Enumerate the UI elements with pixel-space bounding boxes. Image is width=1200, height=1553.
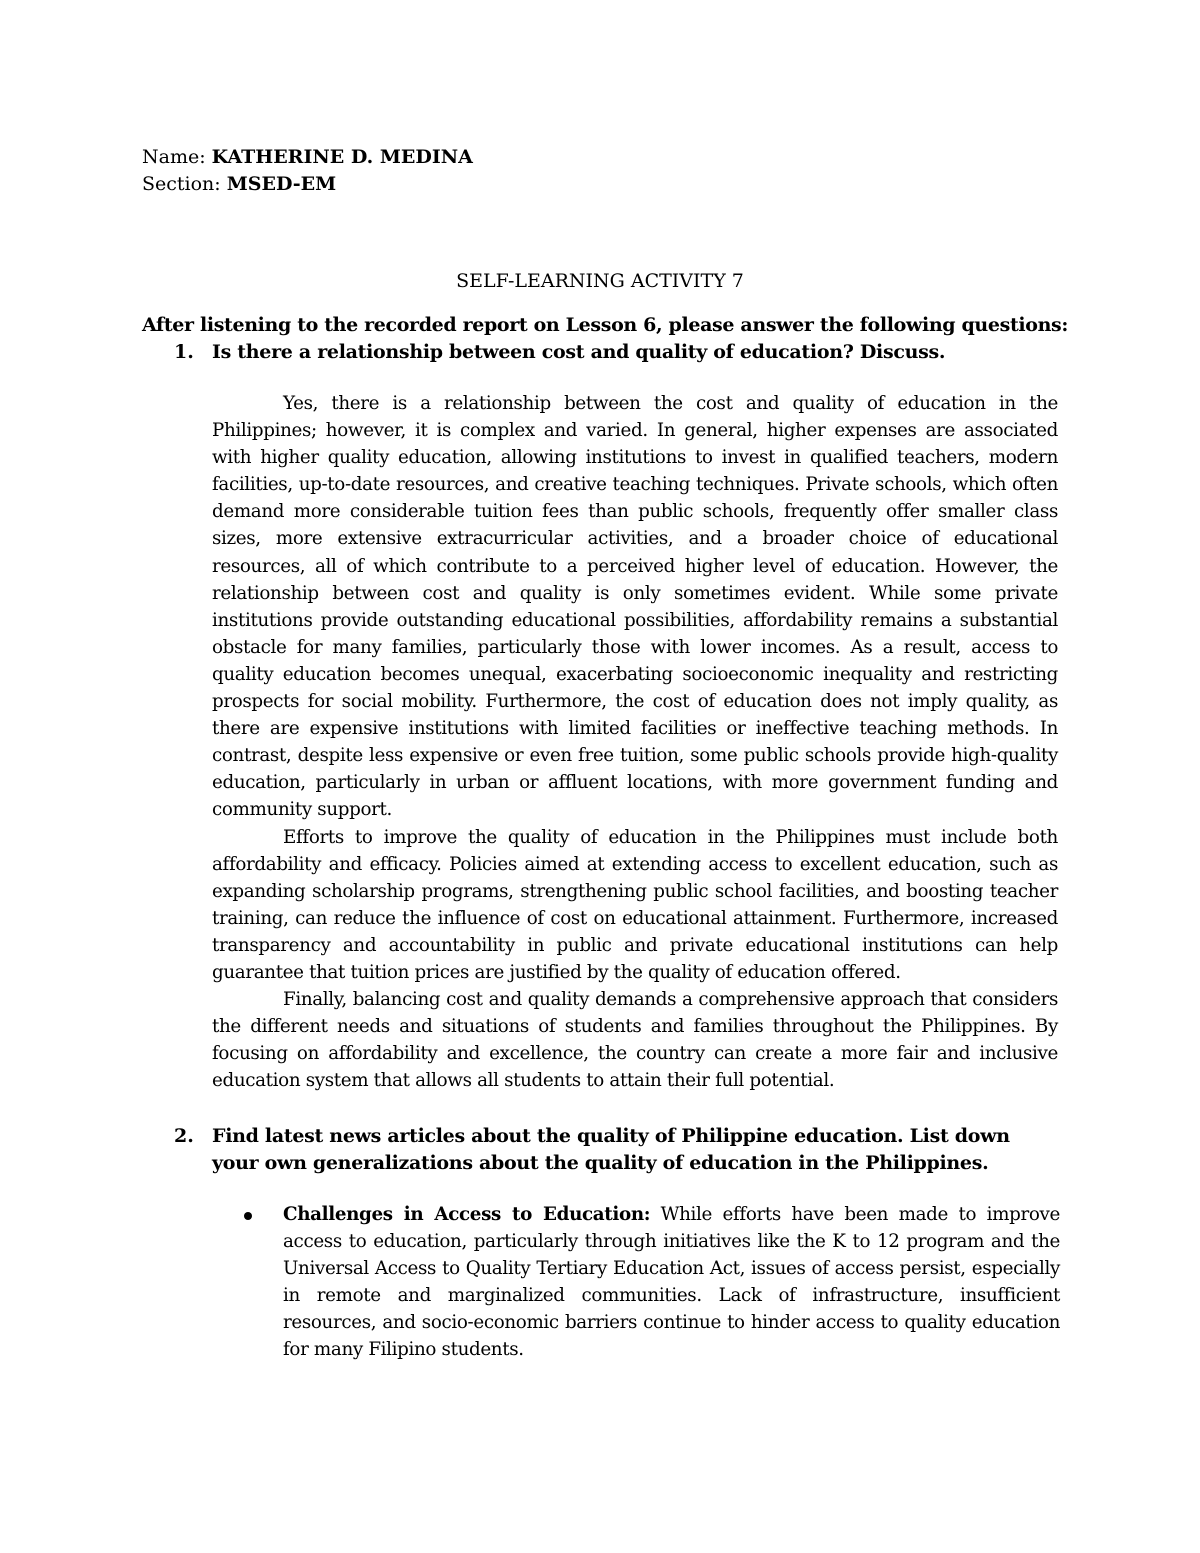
- question-2-number: 2.: [174, 1125, 194, 1147]
- bullet-icon: [244, 1212, 252, 1220]
- answer-1-paragraph: Finally, balancing cost and quality demands a comprehensive approach that considers the different needs and situations of students and families throughout the Philippines. By focusing on affordability and excellence, the country can create a more fair and inclusive education system that allows all students to attain their full potential.: [212, 989, 1058, 1092]
- answer-1: [212, 390, 1058, 1094]
- question-1-text: Is there a relationship between cost and quality of education? Discuss.: [212, 341, 946, 363]
- instruction-text: After listening to the recorded report on Lesson 6, please answer the following questions:: [142, 314, 1069, 336]
- answer-1-paragraph: Yes, there is a relationship between the cost and quality of education in the Philippines; however, it is complex and varied. In general, higher expenses are associated with higher quality education, allowing institutions to invest in qualified teachers, modern facilities, up-to-date resources, and creative teaching techniques. Private schools, which often demand more considerable tuition fees than public schools, frequently offer smaller class sizes, more extensive extracurricular activities, and a broader choice of educational resources, all of which contribute to a perceived higher level of education. However, the relationship between cost and quality is only sometimes evident. While some private institutions provide outstanding educational possibilities, affordability remains a substantial obstacle for many families, particularly those with lower incomes. As a result, access to quality education becomes unequal, exacerbating socioeconomic inequality and restricting prospects for social mobility. Furthermore, the cost of education does not imply quality, as there are expensive institutions with limited facilities or ineffective teaching methods. In contrast, despite less expensive or even free tuition, some public schools provide high-quality education, particularly in urban or affluent locations, with more government funding and community support.: [212, 393, 1058, 821]
- student-name: KATHERINE D. MEDINA: [211, 146, 473, 168]
- generalizations-list: [242, 1201, 1060, 1364]
- question-2-text: Find latest news articles about the quality of Philippine education. List down your own generalizations about the quality of education in the Philippines.: [212, 1125, 1010, 1174]
- name-label: Name:: [142, 146, 212, 168]
- section-line: [142, 171, 336, 198]
- list-item-heading: Challenges in Access to Education:: [283, 1204, 651, 1225]
- section-value: MSED-EM: [226, 173, 337, 195]
- list-item-text: While efforts have been made to improve access to education, particularly through initiatives like the K to 12 program and the Universal Access to Quality Tertiary Education Act, issues of access persist, especially in remote and marginalized communities. Lack of infrastructure, insufficient resources, and socio-economic barriers continue to hinder access to quality education for many Filipino students.: [283, 1204, 1060, 1361]
- answer-1-paragraph: Efforts to improve the quality of education in the Philippines must include both affordability and efficacy. Policies aimed at extending access to excellent education, such as expanding scholarship programs, strengthening public school facilities, and boosting teacher training, can reduce the influence of cost on educational attainment. Furthermore, increased transparency and accountability in public and private educational institutions can help guarantee that tuition prices are justified by the quality of education offered.: [212, 826, 1058, 983]
- question-1-number: 1.: [174, 341, 194, 363]
- name-line: [142, 144, 473, 171]
- section-label: Section:: [142, 173, 227, 195]
- document-title: SELF-LEARNING ACTIVITY 7: [456, 270, 744, 292]
- list-item: [242, 1201, 1060, 1364]
